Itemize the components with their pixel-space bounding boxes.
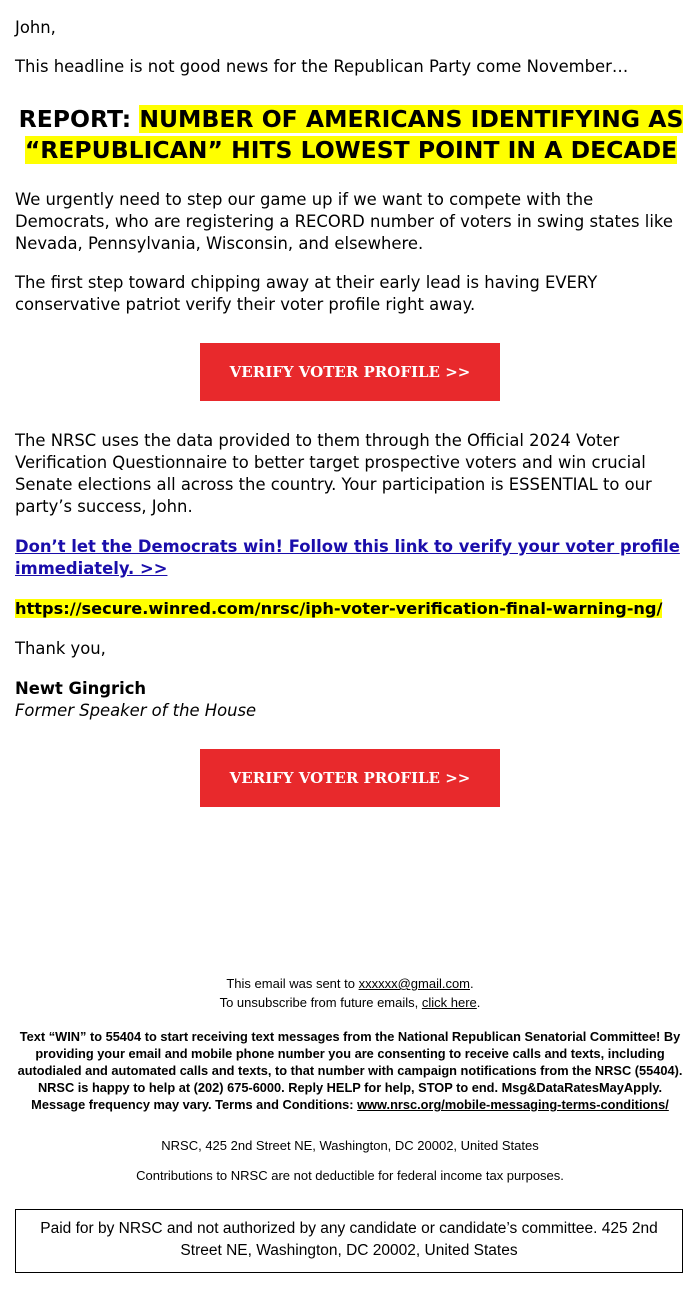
paragraph-nrsc-data: The NRSC uses the data provided to them through the Official 2024 Voter Verification Questionnaire to better target prospective voters and win crucial Senate elections all across the country. Your participation is ESSENTIAL to our party’s success, John. [15,431,652,516]
paragraph-first-step: The first step toward chipping away at their early lead is having EVERY conservative patriot verify their voter profile right away. [15,273,598,314]
footer-sent-suffix: . [470,976,474,991]
footer-contributions: Contributions to NRSC are not deductible for federal income tax purposes. [136,1168,564,1183]
paragraph-urgency: We urgently need to step our game up if we want to compete with the Democrats, who are registering a RECORD number of voters in swing states like Nevada, Pennsylvania, Wisconsin, and elsewhere. [15,190,673,253]
intro-text: This headline is not good news for the Republican Party come November… [15,57,629,76]
headline-prefix: REPORT: [18,105,140,133]
verify-voter-profile-button-bottom[interactable]: VERIFY VOTER PROFILE >> [200,749,500,807]
verify-voter-profile-button[interactable]: VERIFY VOTER PROFILE >> [200,343,500,401]
headline-highlight-line1: NUMBER OF AMERICANS IDENTIFYING AS [139,105,684,133]
signer-name: Newt Gingrich [15,679,147,698]
signer-title: Former Speaker of the House [15,701,257,720]
headline [15,104,687,166]
headline-highlight-line2: “REPUBLICAN” HITS LOWEST POINT IN A DECADE [24,136,678,164]
footer-unsub-prefix: To unsubscribe from future emails, [219,995,422,1010]
footer-sent-to [15,974,685,993]
footer-unsubscribe [15,993,685,1012]
footer-sent-prefix: This email was sent to [226,976,359,991]
footer-unsub-suffix: . [476,995,481,1010]
thanks-text: Thank you, [15,639,106,658]
recipient-email-link[interactable]: xxxxxx@gmail.com [358,976,471,991]
greeting: John, [15,18,56,37]
unsubscribe-link[interactable]: click here [421,995,477,1010]
verification-url [15,598,662,620]
paid-for-disclaimer: Paid for by NRSC and not authorized by any candidate or candidate’s committee. 425 2nd Street NE, Washington, DC 20002, United States [15,1209,683,1273]
verify-profile-link[interactable]: Don’t let the Democrats win! Follow this link to verify your voter profile immediately. >> [15,537,680,578]
sms-disclaimer-text: Text “WIN” to 55404 to start receiving text messages from the National Republican Senatorial Committee! By providing your email and mobile phone number you are consenting to receive calls and texts, including autodialed and automated calls and texts, to that number with campaign notifications from the NRSC (55404). NRSC is happy to help at (202) 675-6000. Reply HELP for help, STOP to end. Msg&DataRatesMayApply. Message frequency may vary. Terms and Conditions: [17,1029,683,1112]
footer-address: NRSC, 425 2nd Street NE, Washington, DC 20002, United States [161,1138,539,1153]
sms-terms-link[interactable]: www.nrsc.org/mobile-messaging-terms-conditions/ [357,1097,669,1112]
verification-url-text: https://secure.winred.com/nrsc/iph-voter-verification-final-warning-ng/ [15,599,663,618]
footer-sms-disclaimer [15,1028,685,1113]
